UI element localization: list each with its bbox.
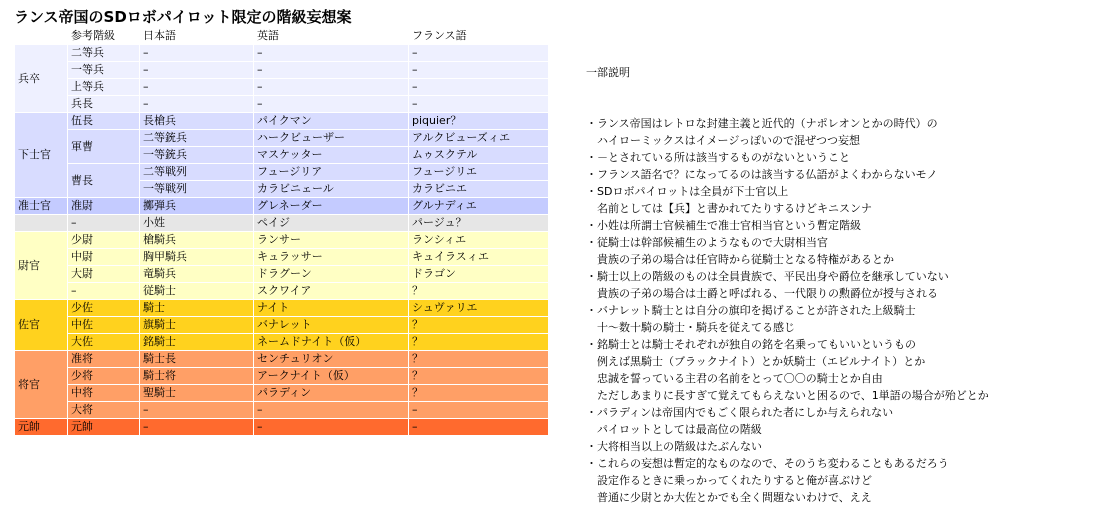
rank-en-cell: – xyxy=(254,402,409,419)
table-header-row xyxy=(15,28,549,45)
table-row xyxy=(15,249,549,266)
group-cell: 兵卒 xyxy=(15,45,68,113)
group-cell: 佐官 xyxy=(15,300,68,351)
note-line: ・SDロボパイロットは全員が下士官以上 xyxy=(586,185,789,198)
rank-en-cell: マスケッター xyxy=(254,147,409,164)
rank-ja-cell: 長槍兵 xyxy=(140,113,254,130)
group-cell: 下士官 xyxy=(15,113,68,198)
note-line: 設定作るときに乗っかってくれたりすると俺が喜ぶけど xyxy=(586,474,872,487)
reference-rank-cell: 准尉 xyxy=(68,198,140,215)
rank-fr-cell: piquier？ xyxy=(409,113,549,130)
header-cell xyxy=(15,28,68,45)
rank-en-cell: ドラグーン xyxy=(254,266,409,283)
rank-en-cell: – xyxy=(254,62,409,79)
rank-fr-cell: ？ xyxy=(409,368,549,385)
reference-rank-cell: 大尉 xyxy=(68,266,140,283)
note-line: ・小姓は所謂士官候補生で准士官相当官という暫定階級 xyxy=(586,219,861,232)
rank-en-cell: アークナイト（仮） xyxy=(254,368,409,385)
reference-rank-cell: – xyxy=(68,283,140,300)
reference-rank-cell: 二等兵 xyxy=(68,45,140,62)
rank-en-cell: パイクマン xyxy=(254,113,409,130)
rank-fr-cell: ランシィエ xyxy=(409,232,549,249)
table-row xyxy=(15,368,549,385)
group-cell: 将官 xyxy=(15,351,68,419)
rank-en-cell: ランサー xyxy=(254,232,409,249)
rank-en-cell: – xyxy=(254,96,409,113)
table-row xyxy=(15,113,549,130)
reference-rank-cell: 上等兵 xyxy=(68,79,140,96)
rank-ja-cell: – xyxy=(140,402,254,419)
rank-en-cell: カラビニェール xyxy=(254,181,409,198)
table-row xyxy=(15,402,549,419)
rank-en-cell: ナイト xyxy=(254,300,409,317)
reference-rank-cell: 大将 xyxy=(68,402,140,419)
table-row xyxy=(15,266,549,283)
rank-fr-cell: カラビニエ xyxy=(409,181,549,198)
reference-rank-cell: 中佐 xyxy=(68,317,140,334)
rank-ja-cell: 一等戦列 xyxy=(140,181,254,198)
table-row xyxy=(15,385,549,402)
rank-ja-cell: – xyxy=(140,45,254,62)
rank-table-body xyxy=(15,28,549,436)
reference-rank-cell: 兵長 xyxy=(68,96,140,113)
rank-fr-cell: ？ xyxy=(409,317,549,334)
notes-lines xyxy=(586,115,989,504)
reference-rank-cell: 一等兵 xyxy=(68,62,140,79)
rank-ja-cell: 聖騎士 xyxy=(140,385,254,402)
rank-en-cell: ハークビューザー xyxy=(254,130,409,147)
table-row xyxy=(15,215,549,232)
rank-ja-cell: 槍騎兵 xyxy=(140,232,254,249)
note-line: ・パラディンは帝国内でもごく限られた者にしか与えられない xyxy=(586,406,894,419)
note-line: 例えば黒騎士（ブラックナイト）とか妖騎士（エビルナイト）とか xyxy=(586,355,926,368)
notes-heading: 一部説明 xyxy=(586,66,630,79)
rank-table xyxy=(14,27,549,436)
rank-fr-cell: – xyxy=(409,62,549,79)
rank-fr-cell: – xyxy=(409,402,549,419)
notes-panel xyxy=(586,30,989,504)
group-cell: 尉官 xyxy=(15,232,68,300)
rank-fr-cell: ？ xyxy=(409,351,549,368)
reference-rank-cell: 中将 xyxy=(68,385,140,402)
note-line: ・銘騎士とは騎士それぞれが独自の銘を名乗ってもいいというもの xyxy=(586,338,916,351)
page-title: ランス帝国のSDロボパイロット限定の階級妄想案 xyxy=(14,8,352,26)
rank-ja-cell: – xyxy=(140,96,254,113)
table-row xyxy=(15,232,549,249)
rank-fr-cell: アルクビューズィエ xyxy=(409,130,549,147)
rank-fr-cell: シュヴァリエ xyxy=(409,300,549,317)
reference-rank-cell: 軍曹 xyxy=(68,130,140,164)
note-line: ・従騎士は幹部候補生のようなもので大尉相当官 xyxy=(586,236,828,249)
rank-ja-cell: 竜騎兵 xyxy=(140,266,254,283)
rank-ja-cell: 二等銃兵 xyxy=(140,130,254,147)
rank-en-cell: スクワイア xyxy=(254,283,409,300)
reference-rank-cell: 曹長 xyxy=(68,164,140,198)
rank-ja-cell: 擲弾兵 xyxy=(140,198,254,215)
rank-en-cell: – xyxy=(254,45,409,62)
rank-ja-cell: 従騎士 xyxy=(140,283,254,300)
rank-fr-cell: – xyxy=(409,96,549,113)
note-line: ・騎士以上の階級のものは全員貴族で、平民出身や爵位を継承していない xyxy=(586,270,949,283)
group-cell: 元帥 xyxy=(15,419,68,436)
header-cell: フランス語 xyxy=(409,28,549,45)
note-line: ・フランス語名で？になってるのは該当する仏語がよくわからないモノ xyxy=(586,168,938,181)
group-cell xyxy=(15,215,68,232)
reference-rank-cell: – xyxy=(68,215,140,232)
note-line: 普通に少尉とか大佐とかでも全く問題ないわけで、ええ xyxy=(586,491,872,504)
header-cell: 参考階級 xyxy=(68,28,140,45)
note-line: 十～数十騎の騎士・騎兵を従えてる感じ xyxy=(586,321,795,334)
reference-rank-cell: 伍長 xyxy=(68,113,140,130)
note-line: ハイローミックスはイメージっぽいので混ぜつつ妄想 xyxy=(586,134,861,147)
rank-fr-cell: ？ xyxy=(409,283,549,300)
note-line: ・大将相当以上の階級はたぶんない xyxy=(586,440,762,453)
rank-ja-cell: 二等戦列 xyxy=(140,164,254,181)
note-line: 貴族の子弟の場合は任官時から従騎士となる特権があるとか xyxy=(586,253,894,266)
reference-rank-cell: 大佐 xyxy=(68,334,140,351)
rank-en-cell: – xyxy=(254,419,409,436)
header-cell: 英語 xyxy=(254,28,409,45)
rank-ja-cell: 旗騎士 xyxy=(140,317,254,334)
rank-en-cell: グレネーダー xyxy=(254,198,409,215)
rank-ja-cell: 騎士将 xyxy=(140,368,254,385)
rank-fr-cell: ？ xyxy=(409,385,549,402)
table-row xyxy=(15,334,549,351)
note-line: ・バナレット騎士とは自分の旗印を掲げることが許された上級騎士 xyxy=(586,304,916,317)
rank-ja-cell: 騎士 xyxy=(140,300,254,317)
table-row xyxy=(15,96,549,113)
note-line: ・これらの妄想は暫定的なものなので、そのうち変わることもあるだろう xyxy=(586,457,949,470)
table-row xyxy=(15,130,549,147)
rank-fr-cell: – xyxy=(409,79,549,96)
rank-fr-cell: キュイラスィエ xyxy=(409,249,549,266)
rank-en-cell: センチュリオン xyxy=(254,351,409,368)
rank-ja-cell: – xyxy=(140,419,254,436)
rank-en-cell: フュージリア xyxy=(254,164,409,181)
table-row xyxy=(15,283,549,300)
rank-fr-cell: フュージリエ xyxy=(409,164,549,181)
group-cell: 准士官 xyxy=(15,198,68,215)
table-row xyxy=(15,62,549,79)
note-line: ただしあまりに長すぎて覚えてもらえないと困るので、1単語の場合が殆どとか xyxy=(586,389,989,402)
rank-ja-cell: 銘騎士 xyxy=(140,334,254,351)
table-row xyxy=(15,300,549,317)
note-line: ・ランス帝国はレトロな封建主義と近代的（ナポレオンとかの時代）の xyxy=(586,117,938,130)
rank-ja-cell: 胸甲騎兵 xyxy=(140,249,254,266)
rank-fr-cell: グルナディエ xyxy=(409,198,549,215)
rank-en-cell: ペイジ xyxy=(254,215,409,232)
reference-rank-cell: 中尉 xyxy=(68,249,140,266)
rank-ja-cell: 小姓 xyxy=(140,215,254,232)
table-row xyxy=(15,79,549,96)
header-cell: 日本語 xyxy=(140,28,254,45)
rank-ja-cell: – xyxy=(140,62,254,79)
rank-fr-cell: – xyxy=(409,45,549,62)
note-line: 忠誠を誓っている主君の名前をとって〇〇の騎士とか自由 xyxy=(586,372,883,385)
table-row xyxy=(15,351,549,368)
rank-en-cell: バナレット xyxy=(254,317,409,334)
reference-rank-cell: 少佐 xyxy=(68,300,140,317)
note-line: パイロットとしては最高位の階級 xyxy=(586,423,762,436)
note-line: ・－とされている所は該当するものがないということ xyxy=(586,151,850,164)
rank-en-cell: ネームドナイト（仮） xyxy=(254,334,409,351)
rank-ja-cell: – xyxy=(140,79,254,96)
reference-rank-cell: 少尉 xyxy=(68,232,140,249)
rank-fr-cell: – xyxy=(409,419,549,436)
reference-rank-cell: 准将 xyxy=(68,351,140,368)
note-line: 名前としては【兵】と書かれてたりするけどキニスンナ xyxy=(586,202,872,215)
table-row xyxy=(15,198,549,215)
table-row xyxy=(15,419,549,436)
rank-fr-cell: ムゥスクテル xyxy=(409,147,549,164)
rank-ja-cell: 一等銃兵 xyxy=(140,147,254,164)
rank-ja-cell: 騎士長 xyxy=(140,351,254,368)
reference-rank-cell: 元帥 xyxy=(68,419,140,436)
rank-en-cell: キュラッサー xyxy=(254,249,409,266)
rank-fr-cell: ドラゴン xyxy=(409,266,549,283)
rank-fr-cell: ？ xyxy=(409,334,549,351)
table-row xyxy=(15,317,549,334)
rank-en-cell: – xyxy=(254,79,409,96)
note-line: 貴族の子弟の場合は士爵と呼ばれる、一代限りの勲爵位が授与される xyxy=(586,287,938,300)
reference-rank-cell: 少将 xyxy=(68,368,140,385)
rank-fr-cell: パージュ？ xyxy=(409,215,549,232)
table-row xyxy=(15,45,549,62)
table-row xyxy=(15,164,549,181)
rank-en-cell: パラディン xyxy=(254,385,409,402)
